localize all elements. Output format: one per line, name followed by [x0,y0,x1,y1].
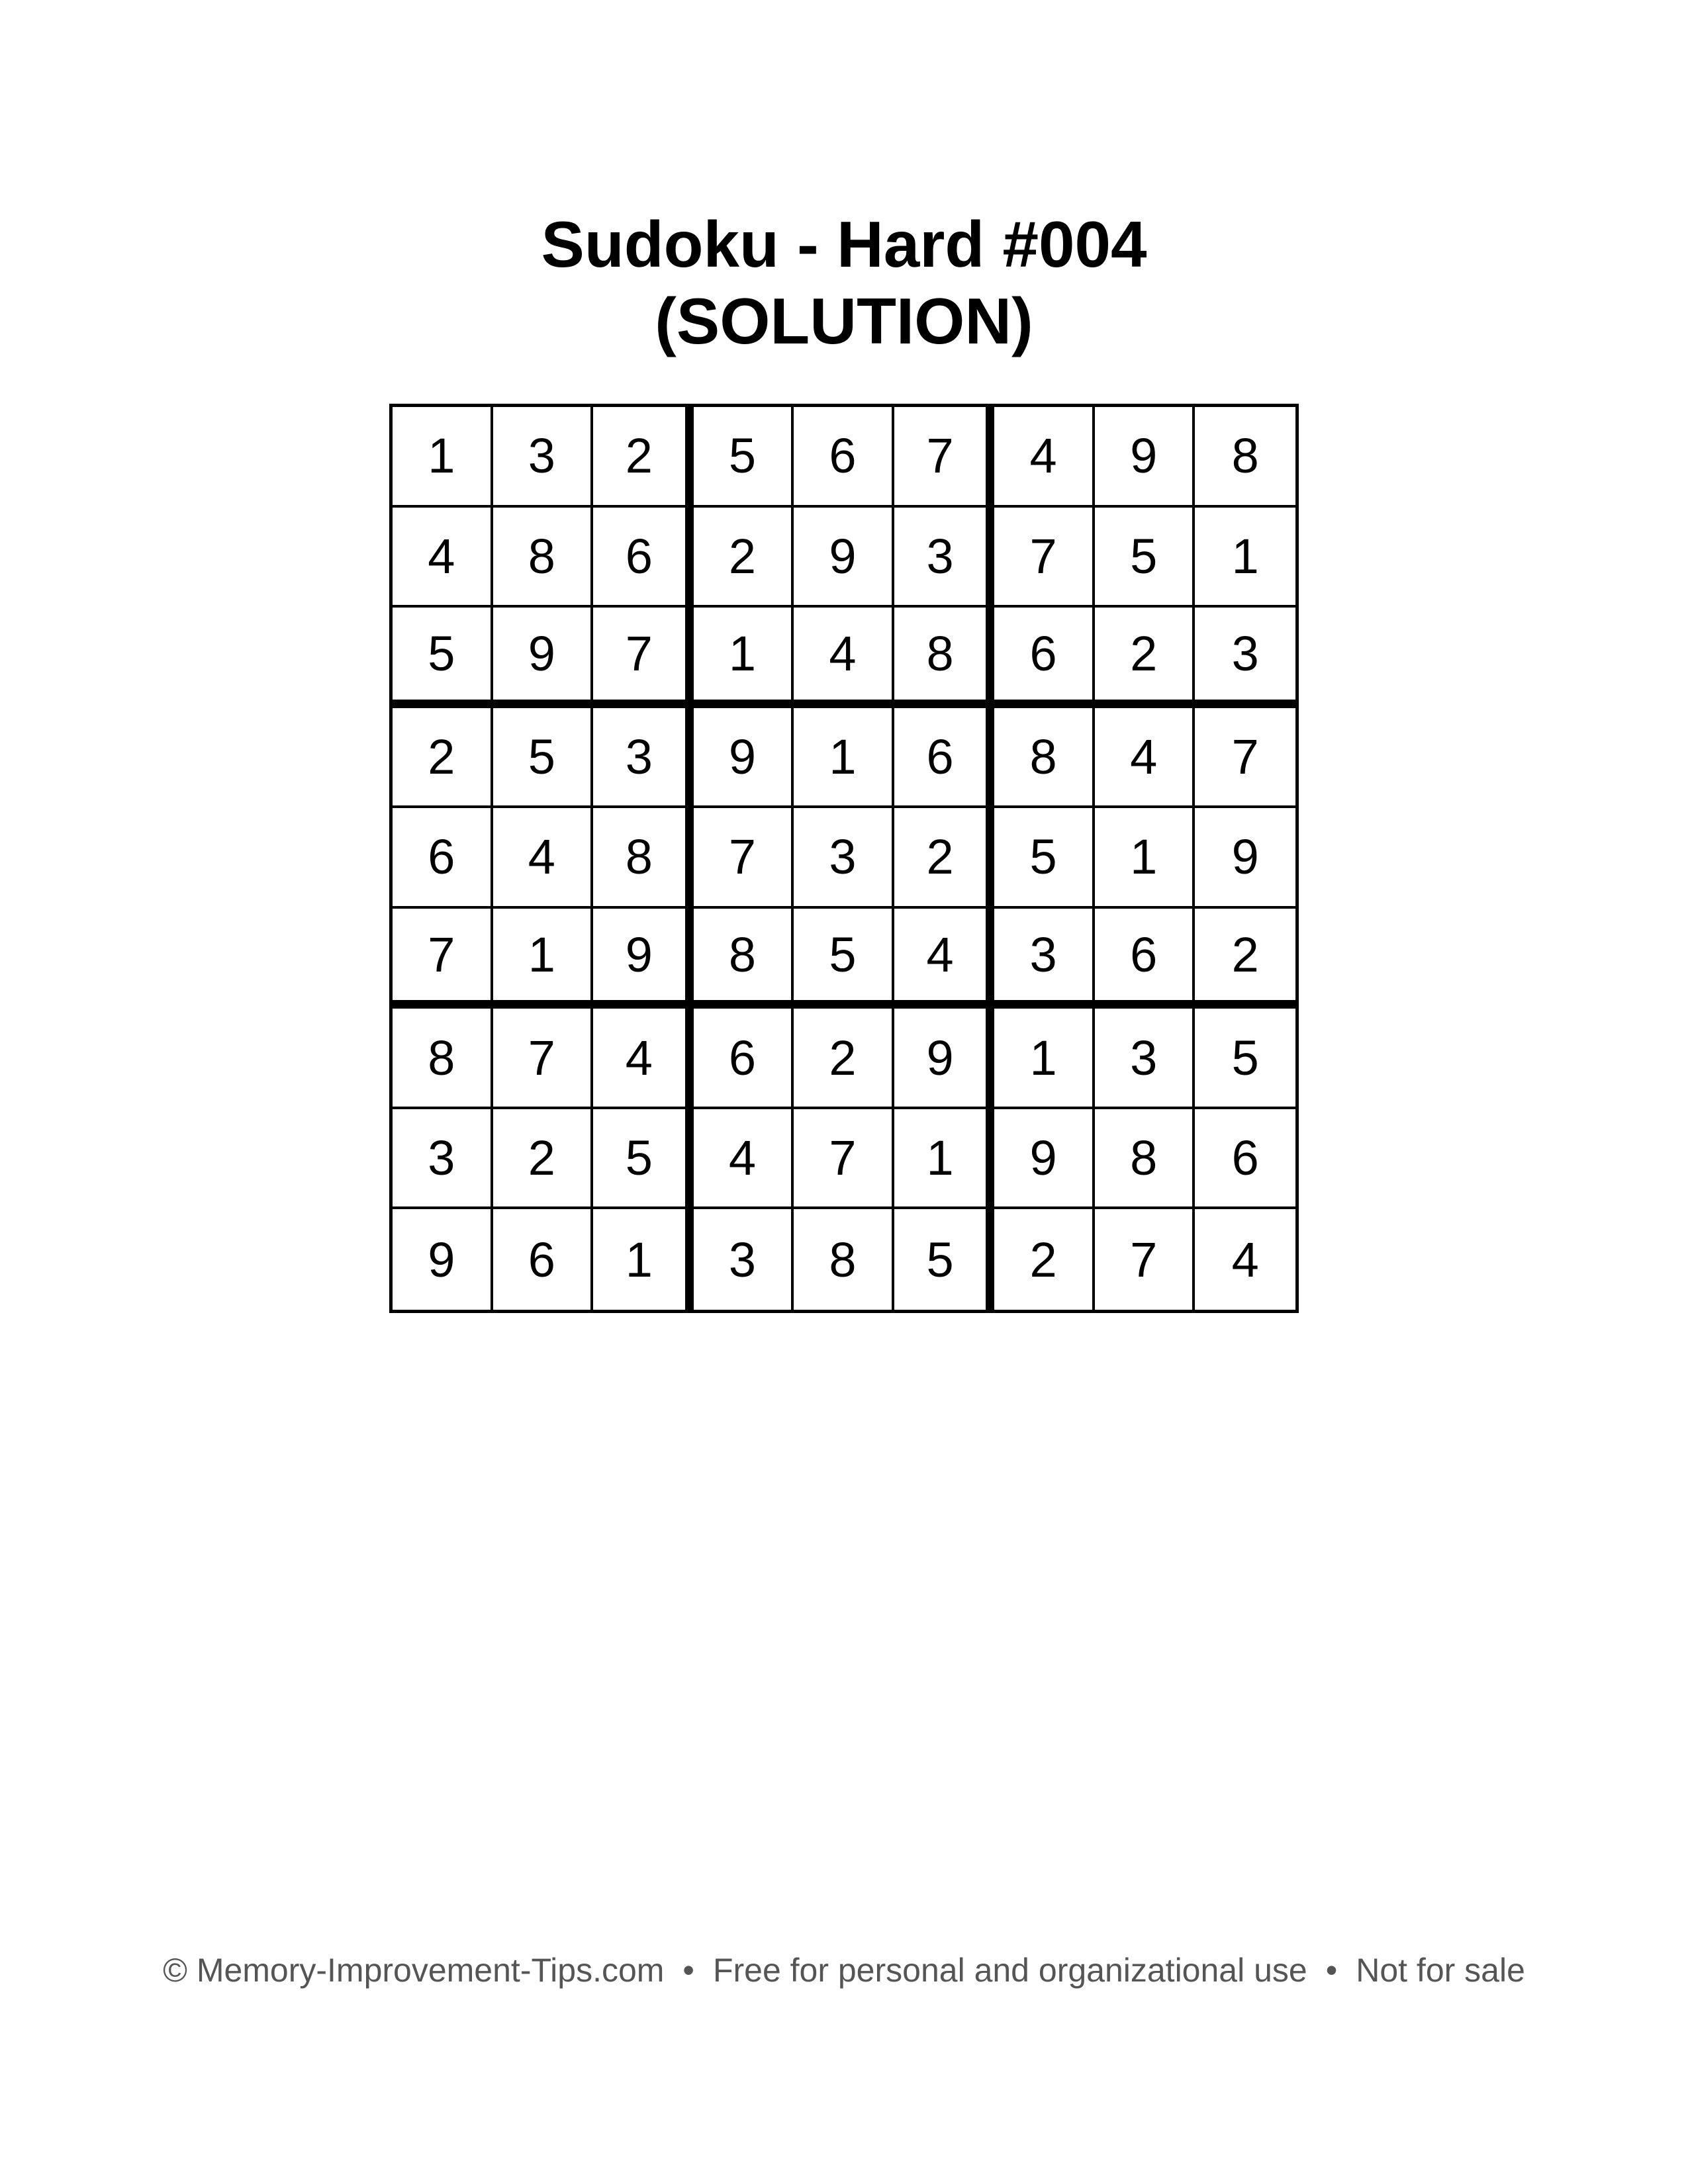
sudoku-cell: 4 [493,808,594,909]
sudoku-cell: 3 [894,508,995,608]
sudoku-cell: 7 [1195,708,1295,809]
sudoku-cell: 8 [1095,1109,1196,1210]
sudoku-cell: 9 [794,508,894,608]
sudoku-cell: 3 [1095,1009,1196,1109]
sudoku-cell: 5 [1095,508,1196,608]
sudoku-grid [389,404,1299,1313]
sudoku-cell: 9 [493,608,594,708]
sudoku-cell: 8 [794,1209,894,1310]
sudoku-cell: 6 [994,608,1095,708]
sudoku-cell: 3 [493,407,594,508]
footer-sale: Not for sale [1356,1952,1525,1989]
sudoku-cell: 6 [794,407,894,508]
sudoku-cell: 4 [1095,708,1196,809]
footer-usage: Free for personal and organizational use [712,1952,1307,1989]
sudoku-cell: 5 [493,708,594,809]
sudoku-cell: 3 [794,808,894,909]
sudoku-cell: 3 [694,1209,794,1310]
sudoku-cell: 5 [794,909,894,1009]
sudoku-cell: 1 [894,1109,995,1210]
sudoku-cell: 4 [994,407,1095,508]
sudoku-cell: 2 [994,1209,1095,1310]
sudoku-cell: 8 [493,508,594,608]
sudoku-cell: 9 [593,909,694,1009]
sudoku-cell: 1 [593,1209,694,1310]
sudoku-cell: 2 [1095,608,1196,708]
footer-separator: • [1325,1952,1338,1989]
sudoku-cell: 3 [393,1109,493,1210]
sudoku-cell: 6 [593,508,694,608]
sudoku-cell: 3 [593,708,694,809]
sudoku-cell: 8 [994,708,1095,809]
sudoku-cell: 4 [794,608,894,708]
sudoku-cell: 5 [393,608,493,708]
sudoku-cell: 2 [794,1009,894,1109]
sudoku-cell: 1 [994,1009,1095,1109]
sudoku-cell: 1 [694,608,794,708]
page-subtitle: (SOLUTION) [655,285,1033,357]
sudoku-cell: 8 [393,1009,493,1109]
footer-separator: • [682,1952,694,1989]
sudoku-cell: 4 [393,508,493,608]
sudoku-cell: 1 [1095,808,1196,909]
sudoku-cell: 6 [1095,909,1196,1009]
sudoku-cell: 9 [994,1109,1095,1210]
sudoku-cell: 4 [593,1009,694,1109]
sudoku-cell: 8 [894,608,995,708]
sudoku-cell: 5 [1195,1009,1295,1109]
sudoku-cell: 4 [1231,1232,1259,1287]
footer [0,1951,1688,1989]
sudoku-cell: 8 [593,808,694,909]
sudoku-cell: 7 [493,1009,594,1109]
sudoku-cell: 4 [694,1109,794,1210]
sudoku-cell: 2 [393,708,493,809]
sudoku-cell: 9 [1095,407,1196,508]
sudoku-cell: 8 [1195,407,1295,508]
sudoku-cell: 7 [1095,1209,1196,1310]
sudoku-cell: 2 [593,407,694,508]
sudoku-cell: 3 [994,909,1095,1009]
sudoku-cell: 5 [694,407,794,508]
sudoku-cell: 3 [1195,608,1295,708]
sudoku-cell: 9 [1195,808,1295,909]
sudoku-cell: 4 [894,909,995,1009]
sudoku-cell: 1 [493,909,594,1009]
sudoku-cell: 2 [1195,909,1295,1009]
sudoku-cell: 7 [894,407,995,508]
sudoku-cell: 1 [393,407,493,508]
sudoku-cell: 6 [493,1209,594,1310]
sudoku-cell: 8 [694,909,794,1009]
sudoku-cell: 7 [994,508,1095,608]
sudoku-cell: 6 [393,808,493,909]
sudoku-cell: 5 [994,808,1095,909]
sudoku-cell: 1 [1195,508,1295,608]
sudoku-cell: 2 [493,1109,594,1210]
sudoku-cell: 9 [894,1009,995,1109]
sudoku-cell: 7 [393,909,493,1009]
sudoku-cell: 2 [894,808,995,909]
sudoku-cell: 6 [694,1009,794,1109]
sudoku-cell: 6 [894,708,995,809]
sudoku-cell: 7 [794,1109,894,1210]
sudoku-cell: 5 [593,1109,694,1210]
sudoku-cell: 9 [393,1209,493,1310]
sudoku-cell: 2 [694,508,794,608]
sudoku-cell: 7 [694,808,794,909]
sudoku-cell: 5 [894,1209,995,1310]
footer-copyright: © Memory-Improvement-Tips.com [163,1952,665,1989]
page-title: Sudoku - Hard #004 [541,208,1147,281]
sudoku-cell: 9 [694,708,794,809]
sudoku-cell: 1 [794,708,894,809]
sudoku-cell: 7 [593,608,694,708]
sudoku-cell: 6 [1195,1109,1295,1210]
